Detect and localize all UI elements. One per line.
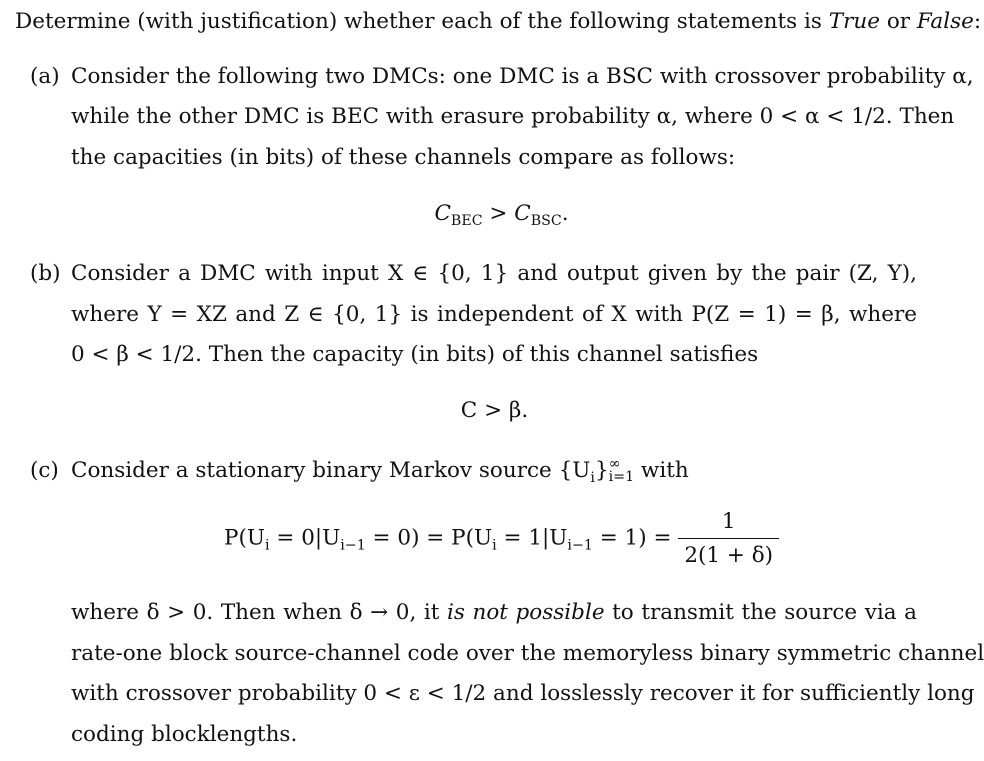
part-b-equation: C > β. bbox=[460, 398, 529, 423]
part-b-label: (b) bbox=[30, 261, 61, 286]
equation-text: = 1|U bbox=[496, 525, 568, 551]
infinity-superscript: ∞ bbox=[608, 456, 621, 473]
equation-text: = 0) = P(U bbox=[365, 525, 493, 551]
emphasis: is not possible bbox=[447, 600, 605, 625]
capacity-symbol: C bbox=[434, 201, 451, 226]
equation-text: = 0|U bbox=[269, 525, 341, 551]
capacity-symbol: C bbox=[514, 201, 531, 226]
part-a-line-3: the capacities (in bits) of these channels compare as follows: bbox=[71, 145, 736, 170]
bec-subscript: BEC bbox=[450, 212, 483, 229]
intro-text: Determine (with justification) whether each of the following statements is bbox=[15, 9, 822, 34]
false-word: False bbox=[916, 9, 974, 34]
part-b-line-1: Consider a DMC with input X ∈ {0, 1} and output given by the pair (Z, Y), bbox=[71, 261, 917, 286]
part-c-line-2 bbox=[71, 600, 917, 625]
part-c-text: where δ > 0. Then when δ → 0, it bbox=[71, 600, 440, 625]
equation-subscript: i bbox=[264, 537, 270, 554]
brace: } bbox=[594, 458, 609, 483]
part-a-label: (a) bbox=[30, 64, 60, 89]
intro-colon: : bbox=[973, 9, 982, 34]
fraction-denominator: 2(1 + δ) bbox=[684, 543, 774, 568]
part-c-label: (c) bbox=[30, 458, 59, 483]
period: . bbox=[561, 201, 569, 226]
part-c-line-1 bbox=[71, 458, 689, 486]
equation-subscript: i bbox=[492, 537, 497, 554]
equation-text: = 1) = bbox=[592, 525, 679, 551]
equation-subscript: i−1 bbox=[567, 537, 593, 554]
or-word: or bbox=[886, 9, 911, 34]
part-c-text: to transmit the source via a bbox=[612, 600, 917, 625]
true-word: True bbox=[828, 9, 880, 34]
part-c-line-3: rate-one block source-channel code over the memoryless binary symmetric channel bbox=[71, 641, 984, 666]
intro-line bbox=[15, 9, 981, 34]
range-subscript: i=1 bbox=[608, 469, 635, 486]
fraction-numerator: 1 bbox=[678, 509, 779, 539]
part-a-line-2: while the other DMC is BEC with erasure probability α, where 0 < α < 1/2. Then bbox=[71, 104, 955, 129]
part-b-line-3: 0 < β < 1/2. Then the capacity (in bits) of this channel satisfies bbox=[71, 342, 759, 367]
equation-subscript: i−1 bbox=[340, 537, 366, 554]
index-subscript: i bbox=[590, 469, 595, 486]
part-a-equation bbox=[0, 201, 977, 229]
part-c-equation bbox=[224, 509, 779, 568]
relation: > bbox=[482, 201, 515, 226]
part-c-line-5: coding blocklengths. bbox=[71, 722, 298, 747]
part-c-text: Consider a stationary binary Markov source {U bbox=[71, 458, 591, 483]
part-c-text: with bbox=[634, 458, 689, 483]
fraction bbox=[678, 509, 779, 568]
equation-text: P(U bbox=[224, 525, 265, 551]
part-b-line-2: where Y = XZ and Z ∈ {0, 1} is independent of X with P(Z = 1) = β, where bbox=[71, 302, 917, 327]
part-c-line-4: with crossover probability 0 < ε < 1/2 and losslessly recover it for sufficiently long bbox=[71, 681, 975, 706]
bsc-subscript: BSC bbox=[530, 212, 562, 229]
part-a-line-1: Consider the following two DMCs: one DMC is a BSC with crossover probability α, bbox=[71, 64, 974, 89]
